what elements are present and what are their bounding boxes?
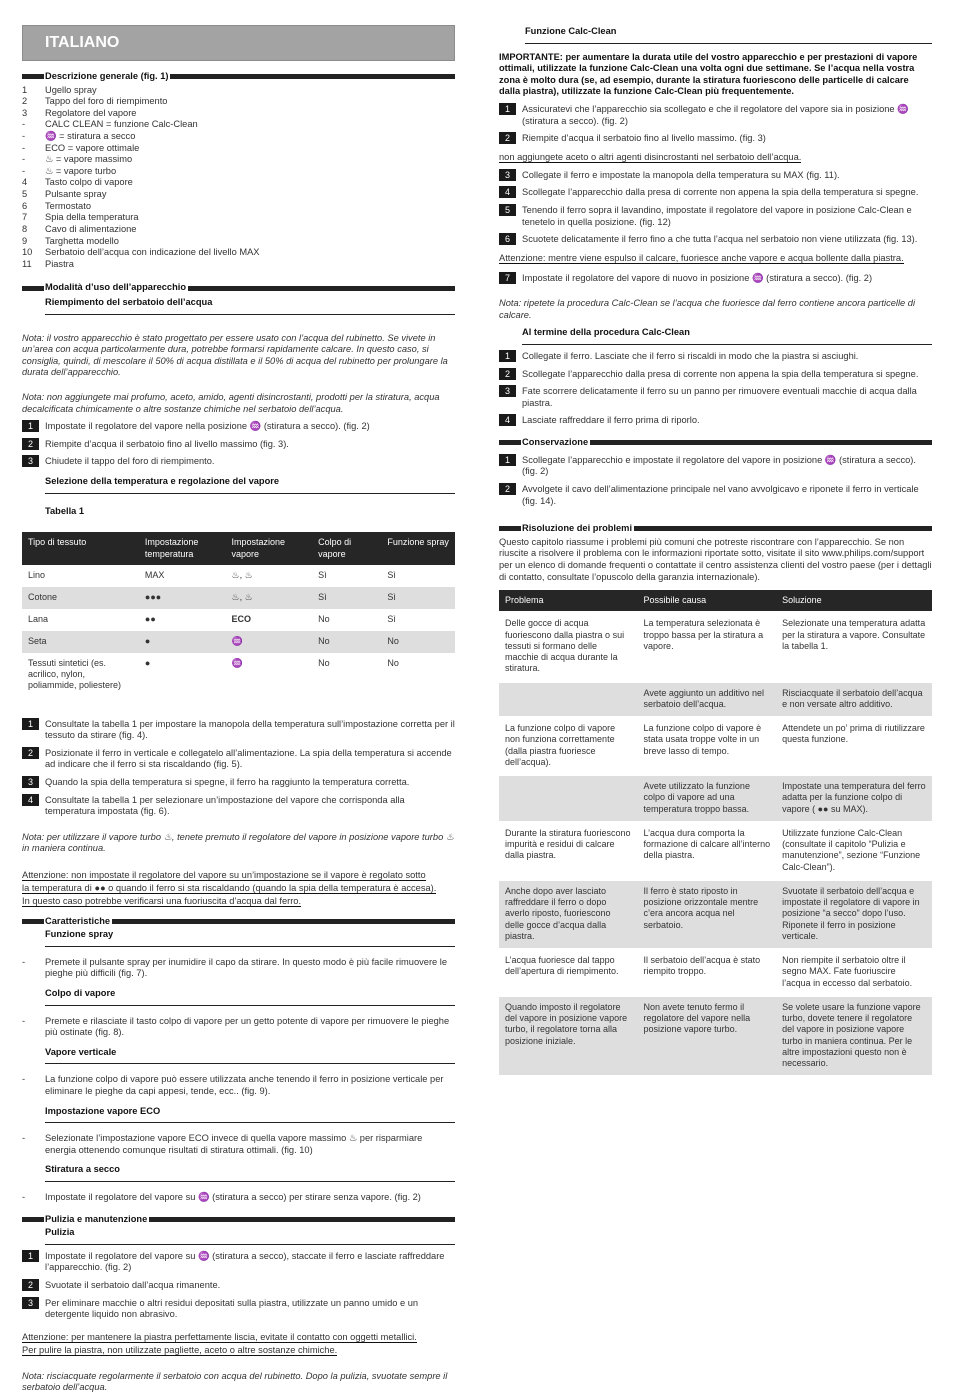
step-text: Scollegate l’apparecchio e impostate il regolatore del vapore in posizione ♒ (stiratura a secco). (fig. 2) (522, 454, 916, 477)
table-header-row (499, 590, 932, 612)
item-text: ECO = vapore ottimale (45, 142, 140, 153)
step-text: Svuotate il serbatoio dall’acqua rimanente. (45, 1280, 221, 1291)
table-header-cell: Tipo di tessuto (22, 532, 139, 565)
table-cell: Lana (28, 613, 49, 624)
note-no-additives: Nota: non aggiungete mai profumo, aceto, amido, agenti disincrostanti, prodotti per la stiratura, acqua decalcificata chimicamente o altre sostanze chimiche nel serbatoio dell’acqua. (22, 392, 440, 414)
cleaning-steps (22, 1251, 455, 1321)
subheading-shot-of-steam: Colpo di vapore (45, 988, 455, 1006)
item-number: 11 (22, 258, 32, 269)
step (22, 1251, 455, 1274)
step-number: 1 (499, 350, 516, 362)
description-item (22, 259, 455, 271)
step-text: Collegate il ferro e impostate la manopola della temperatura su MAX (fig. 11). (522, 169, 840, 180)
item-number: 10 (22, 247, 33, 258)
table-cell: Attendete un po’ prima di riutilizzare questa funzione. (776, 717, 932, 775)
dry-ironing-description: Impostate il regolatore del vapore su ♒ (stiratura a secco) per stirare senza vapore. (fig. 2) (45, 1192, 421, 1203)
table-row (499, 996, 932, 1076)
table-cell: Non avete tenuto fermo il regolatore del vapore nella posizione vapore turbo. (638, 996, 777, 1076)
bullet-dash: - (22, 1015, 26, 1026)
step-text: Riempite d’acqua il serbatoio fino al livello massimo. (fig. 3) (522, 133, 766, 144)
item-text: Pulsante spray (45, 189, 107, 200)
calc-clean-no-vinegar: non aggiungete aceto o altri agenti disincrostanti nel serbatoio dell’acqua. (499, 151, 802, 162)
item-text: ♒ = stiratura a secco (45, 131, 136, 142)
step-text: Consultate la tabella 1 per selezionare un’impostazione del vapore che corrisponda alla temperatura impostata (fig. 6). (45, 794, 405, 817)
shot-of-steam-description: Premete e rilasciate il tasto colpo di vapore per un getto potente di vapore per rimuovere le pieghe più ostinate (fig. 8). (45, 1015, 450, 1038)
table-row (22, 609, 455, 631)
calc-clean-steps-a (499, 104, 932, 145)
step-text: Assicuratevi che l’apparecchio sia scollegato e che il regolatore del vapore sia in posizione ♒ (stiratura a secco). (fig. 2) (522, 104, 909, 126)
item-number: 3 (22, 107, 28, 118)
step (22, 456, 455, 468)
step-number: 2 (499, 368, 516, 380)
table-cell: L’acqua dura comporta la formazione di calcare all’interno della piastra. (638, 822, 777, 880)
step-number: 2 (22, 1279, 39, 1291)
table-header-cell: Impostazione temperatura (139, 532, 226, 565)
table-cell: ECO (231, 613, 252, 624)
table-row (499, 682, 932, 718)
step-number: 3 (22, 455, 39, 467)
table-cell: La funzione colpo di vapore non funziona correttamente (dalla piastra fuoriesce dell’acqua). (499, 717, 638, 775)
step-number: 7 (499, 272, 516, 284)
item-text: Spia della temperatura (45, 212, 139, 223)
table-cell: Utilizzate funzione Calc-Clean (consultate il capitolo “Pulizia e manutenzione”, sezione “Funzione Calc-Clean”). (776, 822, 932, 880)
troubleshooting-table (499, 590, 932, 1075)
table-row (499, 949, 932, 996)
table-row (499, 822, 932, 880)
table-cell: Lino (28, 569, 46, 580)
item-text: ♨ = vapore turbo (45, 165, 117, 176)
section-heading-troubleshooting: Risoluzione dei problemi (499, 523, 932, 535)
description-item (22, 201, 455, 213)
description-list (22, 85, 455, 271)
description-item (22, 143, 455, 155)
item-number: 4 (22, 177, 28, 188)
step (499, 133, 932, 145)
description-item (22, 85, 455, 97)
step-number: 2 (22, 747, 39, 759)
item-text: Tasto colpo di vapore (45, 177, 133, 188)
step-text: Scollegate l’apparecchio dalla presa di corrente non appena la spia della temperatura si spegne. (522, 368, 919, 379)
step-number: 2 (499, 483, 516, 495)
warning-line: la temperatura di ●● o quando il ferro si sta riscaldando (quando la spia della temperatura è accesa). (22, 882, 437, 893)
note-turbo-steam: Nota: per utilizzare il vapore turbo ♨, tenete premuto il regolatore del vapore in posizione vapore turbo ♨ in maniera continua. (22, 831, 455, 854)
table-cell: Anche dopo aver lasciato raffreddare il ferro o dopo averlo riposto, fuoriescono delle gocce d’acqua dalla piastra. (499, 880, 638, 949)
table-cell: Seta (22, 631, 139, 653)
right-column (499, 0, 932, 1075)
warning-line: Per pulire la piastra, non utilizzate pagliette, aceto o altre sostanze chimiche. (22, 1344, 338, 1355)
item-number: 1 (22, 84, 28, 95)
step-number: 3 (22, 1297, 39, 1309)
item-number: - (22, 165, 26, 176)
bullet-dash: - (22, 1192, 26, 1203)
filling-steps (22, 421, 455, 468)
item-number: - (22, 154, 26, 165)
eco-steam-description: Selezionate l’impostazione vapore ECO invece di quella vapore massimo ♨ per risparmiare energia ottenendo comunque risultati di stiratura ottimali. (fig. 10) (45, 1133, 423, 1155)
step-text: Posizionate il ferro in verticale e collegatelo all’alimentazione. La spia della temperatura si accende ad indicare che il ferro si sta riscaldando (fig. 5). (45, 747, 452, 770)
table-cell: La temperatura selezionata è troppo bassa per la stiratura a vapore. (638, 612, 777, 681)
table-cell: ● (144, 657, 151, 668)
table-cell: Durante la stiratura fuoriescono impurità e residui di calcare dalla piastra. (499, 822, 638, 880)
table-header-cell: Impostazione vapore (226, 532, 313, 565)
step (499, 187, 932, 199)
note-tap-water: Nota: il vostro apparecchio è stato progettato per essere usato con l’acqua del rubinetto. Se vivete in un’area con acqua particolarmente dura, potrebbe formarsi rapidamente calcare. In questo caso, si consiglia, quindi, di mescolare il 50% di acqua distillata e il 50% di acqua del rubinetto per prolungare la durata dell’apparecchio. (22, 332, 448, 378)
item-text: Piastra (45, 258, 74, 269)
step (499, 351, 932, 363)
step-number: 3 (499, 169, 516, 181)
table-cell: No (312, 631, 381, 653)
table-cell: No (318, 613, 330, 624)
step-number: 2 (22, 438, 39, 450)
step-number: 4 (499, 414, 516, 426)
subheading-filling: Riempimento del serbatoio dell’acqua (45, 297, 455, 315)
subheading-vertical-steam: Vapore verticale (45, 1047, 455, 1065)
description-item (22, 166, 455, 178)
table-cell: L’acqua fuoriesce dal tappo dell’apertura di riempimento. (499, 949, 638, 996)
step (499, 369, 932, 381)
table-cell: Delle gocce di acqua fuoriescono dalla piastra o sui tessuti si formano delle macchie di acqua durante la stiratura. (499, 612, 638, 681)
table-cell: Il ferro è stato riposto in posizione orizzontale mentre c’era ancora acqua nel serbatoio. (638, 880, 777, 949)
item-number: 9 (22, 235, 28, 246)
table-row (499, 880, 932, 949)
step (22, 439, 455, 451)
description-item (22, 212, 455, 224)
section-heading-features: Caratteristiche (22, 916, 455, 928)
step-text: Lasciate raffreddare il ferro prima di riporlo. (522, 415, 700, 426)
table-cell: Sì (387, 569, 396, 580)
table-header-cell: Soluzione (776, 590, 932, 612)
step-text: Impostate il regolatore del vapore nella posizione ♒ (stiratura a secco). (fig. 2) (45, 421, 370, 432)
description-item (22, 96, 455, 108)
step (499, 386, 932, 409)
step (22, 748, 455, 771)
item-text: Tappo del foro di riempimento (45, 96, 168, 107)
subheading-calc-clean: Funzione Calc-Clean (525, 26, 932, 44)
item-text: Ugello spray (45, 84, 97, 95)
step-text: Per eliminare macchie o altri residui depositati sulla piastra, utilizzate un panno umido e un detergente liquido non abrasivo. (45, 1297, 419, 1320)
step (499, 104, 932, 127)
description-item (22, 247, 455, 259)
subheading-after-calc-clean: Al termine della procedura Calc-Clean (522, 327, 932, 345)
table-1-title: Tabella 1 (45, 505, 85, 516)
table-row (499, 775, 932, 822)
warning-line: Attenzione: non impostate il regolatore del vapore su un’impostazione se il vapore è regolato sotto (22, 870, 426, 881)
step-text: Impostate il regolatore del vapore su ♒ (stiratura a secco), staccate il ferro e lasciate raffreddare l’apparecchio. (fig. 2) (45, 1250, 445, 1273)
item-number: - (22, 142, 26, 153)
item-number: 2 (22, 96, 28, 107)
item-number: 5 (22, 189, 28, 200)
table-cell: Avete utilizzato la funzione colpo di vapore ad una temperatura troppo bassa. (638, 775, 777, 822)
description-item (22, 177, 455, 189)
important-calc-clean: IMPORTANTE: per aumentare la durata utile del vostro apparecchio e per prestazioni di vapore ottimali, utilizzate la funzione Calc-Clean una volta ogni due settimane. Se l’acqua nella vostra zona è molto dura (se, ad esempio, durante la stiratura fuoriescono delle particelle di calcare dalla piastra), utilizzate la funzione Calc-Clean più frequentemente. (499, 51, 918, 97)
table-cell: Se volete usare la funzione vapore turbo, dovete tenere il regolatore del vapore in posizione vapore turbo in maniera continua. Per le altre impostazioni questo non è necessario. (776, 996, 932, 1076)
table-row (22, 653, 455, 697)
table-cell: Cotone (22, 587, 139, 609)
description-item (22, 224, 455, 236)
step (499, 205, 932, 228)
step-number: 1 (22, 718, 39, 730)
after-calc-clean-steps (499, 351, 932, 427)
fabric-settings-table (22, 532, 455, 696)
section-heading-usage: Modalità d’uso dell’apparecchio (22, 282, 455, 294)
table-cell: Avete aggiunto un additivo nel serbatoio dell’acqua. (638, 682, 777, 718)
table-cell: Risciacquate il serbatoio dell’acqua e non versate altro additivo. (776, 682, 932, 718)
table-cell (499, 682, 638, 718)
step-number: 1 (499, 103, 516, 115)
note-rinse-tank: Nota: risciacquate regolarmente il serbatoio con acqua del rubinetto. Dopo la pulizia, svuotate sempre il serbatoio dell’acqua. (22, 1370, 448, 1393)
table-cell: No (387, 657, 399, 668)
calc-clean-steps-b (499, 170, 932, 246)
step-text: Impostate il regolatore del vapore di nuovo in posizione ♒ (stiratura a secco). (fig. 2) (522, 272, 873, 283)
step-text: Avvolgete il cavo dell’alimentazione principale nel vano avvolgicavo e riponete il ferro in verticale (fig. 14). (522, 483, 919, 506)
step (499, 455, 932, 478)
step-text: Collegate il ferro. Lasciate che il ferro si riscaldi in modo che la piastra si asciughi. (522, 351, 859, 362)
step (22, 795, 455, 818)
table-row (22, 565, 455, 587)
item-text: ♨ = vapore massimo (45, 154, 133, 165)
item-text: CALC CLEAN = funzione Calc-Clean (45, 119, 198, 130)
section-heading-cleaning: Pulizia e manutenzione (22, 1214, 455, 1226)
storage-steps (499, 455, 932, 507)
table-cell: Svuotate il serbatoio dell’acqua e impostate il regolatore di vapore in posizione “a secco” dopo l’uso. Riponete il ferro in posizione verticale. (776, 880, 932, 949)
calc-clean-warning: Attenzione: mentre viene espulso il calcare, fuoriesce anche vapore e acqua bollente dalla piastra. (499, 252, 904, 263)
description-item (22, 189, 455, 201)
step-text: Fate scorrere delicatamente il ferro su un panno per rimuovere eventuali macchie di acqua dalla piastra. (522, 386, 917, 408)
bullet-dash: - (22, 956, 26, 967)
table-cell: Tessuti sintetici (es. acrilico, nylon, poliammide, poliestere) (28, 657, 122, 691)
subheading-temperature-selection: Selezione della temperatura e regolazione del vapore (45, 476, 455, 494)
table-cell: Selezionate una temperatura adatta per la stiratura a vapore. Consultate la tabella 1. (776, 612, 932, 681)
description-item (22, 131, 455, 143)
table-cell: ♒ (226, 631, 313, 653)
table-cell: ♒ (231, 657, 243, 668)
table-row (22, 631, 455, 653)
table-cell: No (318, 657, 330, 668)
description-item (22, 236, 455, 248)
subheading-cleaning: Pulizia (45, 1227, 455, 1245)
temperature-steps (22, 719, 455, 818)
subheading-spray: Funzione spray (45, 929, 455, 947)
description-item (22, 108, 455, 120)
language-banner: ITALIANO (22, 25, 455, 61)
table-cell: Sì (387, 613, 396, 624)
step (22, 719, 455, 742)
item-text: Targhetta modello (45, 235, 119, 246)
step-text: Scuotete delicatamente il ferro fino a che tutta l’acqua nel serbatoio non viene utilizzata (fig. 13). (522, 234, 918, 245)
table-cell: No (381, 631, 455, 653)
item-text: Cavo di alimentazione (45, 223, 137, 234)
bullet-dash: - (22, 1133, 26, 1144)
step-text: Consultate la tabella 1 per impostare la manopola della temperatura sull’impostazione corretta per il tessuto da stirare (fig. 4). (45, 718, 455, 741)
step-text: Scollegate l’apparecchio dalla presa di corrente non appena la spia della temperatura si spegne. (522, 187, 919, 198)
item-number: 6 (22, 200, 28, 211)
note-repeat-calc-clean: Nota: ripetete la procedura Calc-Clean se l’acqua che fuoriesce dal ferro contiene ancora particelle di calcare. (499, 298, 916, 320)
warning-line: In questo caso potrebbe verificarsi una fuoriuscita d’acqua dal ferro. (22, 895, 302, 906)
step (499, 415, 932, 427)
item-text: Termostato (45, 200, 91, 211)
step (499, 170, 932, 182)
item-text: Serbatoio dell’acqua con indicazione del livello MAX (45, 247, 260, 258)
step-number: 1 (22, 1250, 39, 1262)
item-number: - (22, 119, 26, 130)
description-item (22, 119, 455, 131)
table-cell: ● (139, 631, 226, 653)
table-cell: Non riempite il serbatoio oltre il segno MAX. Fate fuoriuscire l’acqua in eccesso dal serbatoio. (776, 949, 932, 996)
step (22, 777, 455, 789)
warning-soleplate (22, 1331, 455, 1357)
table-header-cell: Colpo di vapore (312, 532, 381, 565)
table-row (22, 587, 455, 609)
vertical-steam-description: La funzione colpo di vapore può essere utilizzata anche tenendo il ferro in posizione verticale per eliminare le pieghe da capi appesi, tende, ecc.. (fig. 9). (45, 1074, 444, 1096)
step-number: 6 (499, 233, 516, 245)
bullet-dash: - (22, 1074, 26, 1085)
spray-description: Premete il pulsante spray per inumidire il capo da stirare. In questo modo è più facile rimuovere le pieghe più difficili (fig. 7). (45, 956, 448, 979)
step-text: Chiudete il tappo del foro di riempimento. (45, 456, 215, 467)
table-cell: Il serbatoio dell’acqua è stato riempito troppo. (638, 949, 777, 996)
step (499, 484, 932, 507)
table-cell: La funzione colpo di vapore è stata usata troppe volte in un breve lasso di tempo. (638, 717, 777, 775)
step (22, 1280, 455, 1292)
step-number: 4 (22, 794, 39, 806)
table-cell: MAX (144, 569, 165, 580)
step-number: 5 (499, 204, 516, 216)
table-row (499, 717, 932, 775)
warning-steam-temperature (22, 869, 455, 907)
table-cell: ♨, ♨ (226, 587, 313, 609)
item-number: - (22, 131, 26, 142)
table-row (499, 612, 932, 681)
step (499, 234, 932, 246)
subheading-eco-steam: Impostazione vapore ECO (45, 1106, 455, 1124)
description-item (22, 154, 455, 166)
item-number: 7 (22, 212, 28, 223)
table-cell: ●● (144, 613, 156, 624)
table-header-cell: Problema (499, 590, 638, 612)
troubleshooting-intro: Questo capitolo riassume i problemi più comuni che potreste riscontrare con l’apparecchio. Se non riuscite a risolvere il problema con le informazioni riportate sotto, visitate il sito www.philips.com/support per un elenco di domande frequenti o contattate il centro assistenza clienti del vostro paese (per i dettagli di contatto, consultate l’opuscolo della garanzia internazionale). (499, 536, 932, 582)
step (22, 421, 455, 433)
table-header-cell: Funzione spray (381, 532, 455, 565)
left-column (22, 0, 455, 1394)
table-cell: Sì (312, 587, 381, 609)
table-cell: Sì (381, 587, 455, 609)
table-cell (499, 775, 638, 822)
step (22, 1298, 455, 1321)
table-header-cell: Possibile causa (638, 590, 777, 612)
step-text: Riempite d’acqua il serbatoio fino al livello massimo (fig. 3). (45, 438, 289, 449)
step-number: 2 (499, 132, 516, 144)
item-text: Regolatore del vapore (45, 107, 137, 118)
section-heading-description: Descrizione generale (fig. 1) (22, 71, 455, 83)
step-number: 1 (22, 420, 39, 432)
table-cell: ♨, ♨ (231, 569, 253, 580)
step-number: 1 (499, 454, 516, 466)
step-number: 4 (499, 186, 516, 198)
section-heading-storage: Conservazione (499, 437, 932, 449)
table-header-row (22, 532, 455, 565)
step-text: Quando la spia della temperatura si spegne, il ferro ha raggiunto la temperatura corretta. (45, 776, 410, 787)
subheading-dry-ironing: Stiratura a secco (45, 1164, 455, 1182)
table-cell: Impostate una temperatura del ferro adatta per la funzione colpo di vapore ( ●● su MAX). (776, 775, 932, 822)
calc-clean-step-7 (499, 273, 932, 285)
step-number: 3 (499, 385, 516, 397)
table-cell: ●●● (139, 587, 226, 609)
table-cell: Quando imposto il regolatore del vapore in posizione vapore turbo, il regolatore torna alla posizione iniziale. (499, 996, 638, 1076)
item-number: 8 (22, 223, 28, 234)
warning-line: Attenzione: per mantenere la piastra perfettamente liscia, evitate il contatto con oggetti metallici. (22, 1331, 417, 1342)
step-number: 3 (22, 776, 39, 788)
step-text: Tenendo il ferro sopra il lavandino, impostate il regolatore del vapore in posizione Calc-Clean e tenetelo in quella posizione. (fig. 12) (522, 204, 912, 227)
table-cell: Sì (318, 569, 327, 580)
